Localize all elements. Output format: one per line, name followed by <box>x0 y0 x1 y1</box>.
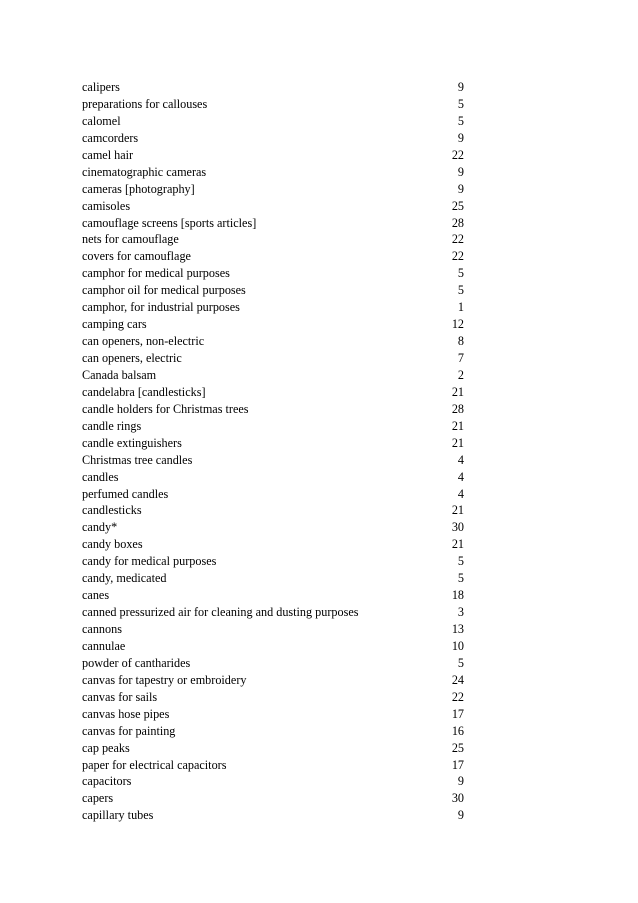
goods-term: camphor, for industrial purposes <box>82 300 240 315</box>
goods-term: canvas for painting <box>82 723 176 738</box>
list-item <box>82 198 464 215</box>
class-number: 21 <box>451 503 464 518</box>
list-item <box>82 790 464 807</box>
list-item <box>82 536 464 553</box>
class-number: 4 <box>457 452 464 467</box>
class-number: 3 <box>457 605 464 620</box>
list-item <box>82 672 464 689</box>
class-number: 5 <box>457 96 464 111</box>
goods-term: camel hair <box>82 147 134 162</box>
list-item <box>82 655 464 672</box>
list-item <box>82 350 464 367</box>
goods-class-list <box>82 79 464 824</box>
class-number: 21 <box>451 418 464 433</box>
class-number: 5 <box>457 655 464 670</box>
goods-term: candelabra [candlesticks] <box>82 384 206 399</box>
list-item <box>82 773 464 790</box>
goods-term: canvas for tapestry or embroidery <box>82 672 247 687</box>
list-item <box>82 435 464 452</box>
list-item <box>82 604 464 621</box>
class-number: 9 <box>457 808 464 823</box>
goods-term: candy boxes <box>82 537 143 552</box>
list-item <box>82 79 464 96</box>
class-number: 30 <box>451 520 464 535</box>
class-number: 5 <box>457 571 464 586</box>
goods-term: Christmas tree candles <box>82 452 193 467</box>
list-item <box>82 587 464 604</box>
class-number: 28 <box>451 215 464 230</box>
list-item <box>82 621 464 638</box>
goods-term: candle extinguishers <box>82 435 182 450</box>
list-item <box>82 689 464 706</box>
list-item <box>82 215 464 232</box>
class-number: 1 <box>457 300 464 315</box>
goods-term: cannulae <box>82 638 126 653</box>
list-item <box>82 130 464 147</box>
list-item <box>82 418 464 435</box>
class-number: 25 <box>451 740 464 755</box>
list-item <box>82 231 464 248</box>
list-item <box>82 502 464 519</box>
class-number: 9 <box>457 774 464 789</box>
goods-term: cannons <box>82 622 122 636</box>
class-number: 22 <box>451 249 464 264</box>
goods-term: candles <box>82 469 119 484</box>
class-number: 21 <box>451 537 464 552</box>
goods-term: candlesticks <box>82 503 142 518</box>
class-number: 9 <box>457 80 464 94</box>
list-item <box>82 401 464 418</box>
list-item <box>82 740 464 757</box>
list-item <box>82 486 464 503</box>
goods-term: preparations for callouses <box>82 96 208 111</box>
goods-term: Canada balsam <box>82 367 157 382</box>
list-item <box>82 638 464 655</box>
goods-term: cap peaks <box>82 740 130 755</box>
class-number: 7 <box>457 351 464 365</box>
goods-term: powder of cantharides <box>82 655 191 670</box>
class-number: 30 <box>451 791 464 806</box>
goods-term: canes <box>82 588 110 603</box>
list-item <box>82 519 464 536</box>
goods-term: camping cars <box>82 317 147 332</box>
goods-term: capillary tubes <box>82 808 154 823</box>
goods-term: paper for electrical capacitors <box>82 757 227 772</box>
class-number: 24 <box>451 672 464 687</box>
class-number: 10 <box>451 638 464 653</box>
class-number: 4 <box>457 469 464 484</box>
list-item <box>82 113 464 130</box>
class-number: 9 <box>457 181 464 196</box>
list-item <box>82 452 464 469</box>
list-item <box>82 265 464 282</box>
goods-term: candle holders for Christmas trees <box>82 401 249 416</box>
list-item <box>82 181 464 198</box>
list-item <box>82 807 464 824</box>
goods-term: can openers, non-electric <box>82 334 205 349</box>
list-item <box>82 248 464 265</box>
goods-term: covers for camouflage <box>82 249 191 264</box>
class-number: 18 <box>451 588 464 603</box>
class-number: 5 <box>457 266 464 281</box>
goods-term: capers <box>82 791 114 806</box>
goods-term: camcorders <box>82 130 139 145</box>
class-number: 17 <box>451 706 464 721</box>
list-item <box>82 723 464 740</box>
class-number: 9 <box>457 130 464 145</box>
class-number: 22 <box>451 147 464 162</box>
list-item <box>82 299 464 316</box>
list-item <box>82 96 464 113</box>
goods-term: candle rings <box>82 418 142 433</box>
class-number: 12 <box>451 317 464 332</box>
goods-term: canned pressurized air for cleaning and dusting purposes <box>82 605 359 620</box>
goods-term: canvas hose pipes <box>82 706 170 721</box>
class-number: 13 <box>451 622 464 636</box>
list-item <box>82 147 464 164</box>
goods-term: calomel <box>82 113 121 128</box>
class-number: 16 <box>451 723 464 738</box>
list-item <box>82 469 464 486</box>
class-number: 5 <box>457 113 464 128</box>
goods-term: canvas for sails <box>82 689 158 704</box>
class-number: 5 <box>457 554 464 569</box>
goods-term: perfumed candles <box>82 486 169 501</box>
goods-term: nets for camouflage <box>82 232 179 247</box>
list-item <box>82 333 464 350</box>
list-item <box>82 553 464 570</box>
class-number: 22 <box>451 689 464 704</box>
goods-term: capacitors <box>82 774 132 789</box>
list-item <box>82 706 464 723</box>
class-number: 9 <box>457 164 464 179</box>
class-number: 21 <box>451 384 464 399</box>
class-number: 8 <box>457 334 464 349</box>
goods-term: cameras [photography] <box>82 181 195 196</box>
goods-term: camouflage screens [sports articles] <box>82 215 257 230</box>
list-item <box>82 570 464 587</box>
list-item <box>82 757 464 774</box>
goods-term: calipers <box>82 80 120 94</box>
goods-term: camphor oil for medical purposes <box>82 283 246 298</box>
goods-term: camphor for medical purposes <box>82 266 230 281</box>
goods-term: candy* <box>82 520 118 535</box>
class-number: 17 <box>451 757 464 772</box>
list-item <box>82 282 464 299</box>
class-number: 25 <box>451 198 464 213</box>
class-number: 22 <box>451 232 464 247</box>
goods-term: candy for medical purposes <box>82 554 217 569</box>
class-number: 28 <box>451 401 464 416</box>
goods-term: can openers, electric <box>82 351 182 365</box>
class-number: 4 <box>457 486 464 501</box>
list-item <box>82 367 464 384</box>
goods-term: cinematographic cameras <box>82 164 207 179</box>
list-item <box>82 384 464 401</box>
class-number: 2 <box>457 367 464 382</box>
goods-term: candy, medicated <box>82 571 167 586</box>
list-item <box>82 316 464 333</box>
class-number: 5 <box>457 283 464 298</box>
list-item <box>82 164 464 181</box>
goods-term: camisoles <box>82 198 131 213</box>
class-number: 21 <box>451 435 464 450</box>
